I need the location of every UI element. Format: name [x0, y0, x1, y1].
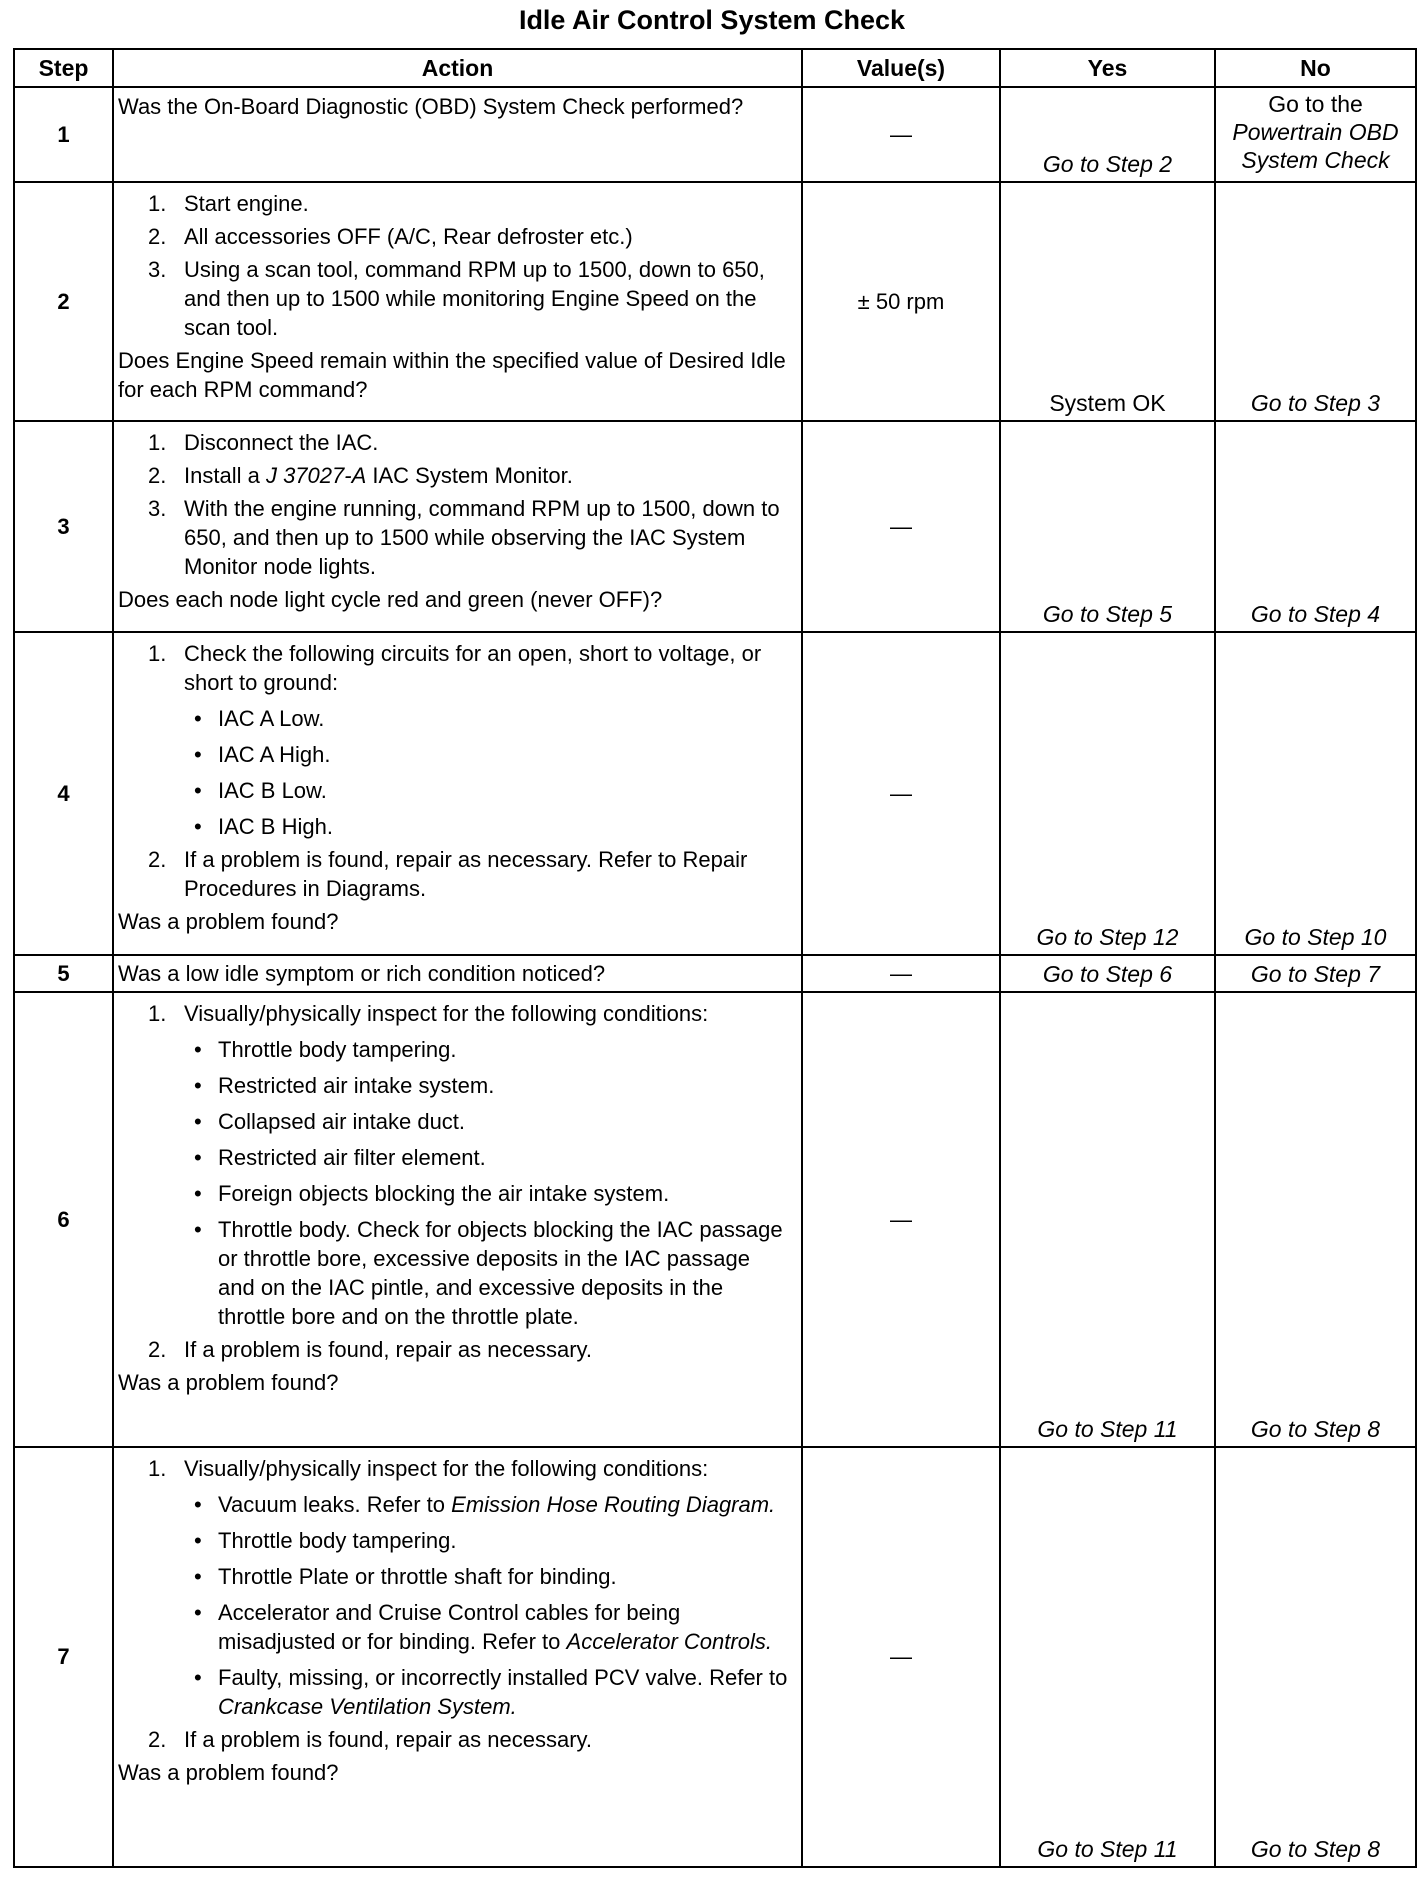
action-question: Was a low idle symptom or rich condition noticed? [118, 961, 606, 986]
table-row [14, 182, 1416, 421]
yes-cell: Go to Step 11 [1000, 992, 1215, 1447]
header-yes: Yes [1000, 49, 1215, 87]
step-number: 4 [14, 632, 113, 955]
value-cell: — [802, 632, 1000, 955]
action-cell [113, 421, 802, 632]
bullet-item: • Foreign objects blocking the air intake system. [194, 1181, 670, 1206]
bullet-item: • IAC A Low. [194, 706, 325, 731]
action-item: 2. All accessories OFF (A/C, Rear defroster etc.) [148, 224, 633, 249]
action-item: 2. If a problem is found, repair as necessary. [148, 1727, 593, 1752]
value-cell: — [802, 421, 1000, 632]
bullet-item: • Throttle body. Check for objects blocking the IAC passage or throttle bore, excessive deposits in the IAC passage and on the IAC pintle, and excessive deposits in the throttle bore and on the throttle plate. [194, 1217, 783, 1329]
table-row [14, 632, 1416, 955]
doc-reference: Crankcase Ventilation System. [218, 1694, 517, 1719]
tool-reference: J 37027-A [265, 463, 367, 488]
step-number: 5 [14, 955, 113, 992]
value-cell: — [802, 992, 1000, 1447]
table-row [14, 955, 1416, 992]
bullet-item: • IAC B Low. [194, 778, 327, 803]
table-row [14, 992, 1416, 1447]
action-cell [113, 955, 802, 992]
step-number: 6 [14, 992, 113, 1447]
action-item: 2. If a problem is found, repair as necessary. [148, 1337, 593, 1362]
table-row [14, 421, 1416, 632]
no-cell: Go to Step 8 [1215, 992, 1416, 1447]
no-text-line1: Go to the [1268, 91, 1363, 117]
action-question: Was a problem found? [118, 909, 339, 934]
action-cell [113, 632, 802, 955]
value-cell: — [802, 1447, 1000, 1867]
table-row [14, 1447, 1416, 1867]
no-cell [1215, 87, 1416, 182]
action-item: 1. Disconnect the IAC. [148, 430, 379, 455]
action-question: Does each node light cycle red and green (never OFF)? [118, 587, 663, 612]
no-cell: Go to Step 3 [1215, 182, 1416, 421]
value-cell: — [802, 955, 1000, 992]
action-item: 1. Check the following circuits for an open, short to voltage, or short to ground: [148, 641, 762, 695]
bullet-item: • Throttle body tampering. [194, 1037, 457, 1062]
header-action: Action [113, 49, 802, 87]
action-question: Was a problem found? [118, 1760, 339, 1785]
step-number: 7 [14, 1447, 113, 1867]
yes-cell: Go to Step 2 [1000, 87, 1215, 182]
yes-cell: System OK [1000, 182, 1215, 421]
step-number: 1 [14, 87, 113, 182]
bullet-item: • Restricted air intake system. [194, 1073, 495, 1098]
action-item: 1. Start engine. [148, 191, 309, 216]
action-item: 1. Visually/physically inspect for the following conditions: [148, 1456, 709, 1481]
bullet-item: • Faulty, missing, or incorrectly installed PCV valve. Refer to Crankcase Ventilation System. [194, 1665, 788, 1719]
action-question: Was the On-Board Diagnostic (OBD) System Check performed? [118, 94, 744, 119]
no-cell: Go to Step 4 [1215, 421, 1416, 632]
action-question: Was a problem found? [118, 1370, 339, 1395]
action-item: 3. With the engine running, command RPM up to 1500, down to 650, and then up to 1500 while observing the IAC System Monitor node lights. [148, 496, 780, 579]
no-cell: Go to Step 8 [1215, 1447, 1416, 1867]
yes-cell: Go to Step 6 [1000, 955, 1215, 992]
action-item: 2. If a problem is found, repair as necessary. Refer to Repair Procedures in Diagrams. [148, 847, 748, 901]
header-value: Value(s) [802, 49, 1000, 87]
action-item: 1. Visually/physically inspect for the following conditions: [148, 1001, 709, 1026]
doc-reference: Accelerator Controls. [566, 1629, 772, 1654]
yes-cell: Go to Step 11 [1000, 1447, 1215, 1867]
header-row [14, 49, 1416, 87]
no-cell: Go to Step 7 [1215, 955, 1416, 992]
bullet-item: • IAC A High. [194, 742, 331, 767]
step-number: 3 [14, 421, 113, 632]
action-cell [113, 1447, 802, 1867]
doc-reference: Emission Hose Routing Diagram. [451, 1492, 776, 1517]
bullet-item: • Throttle Plate or throttle shaft for binding. [194, 1564, 617, 1589]
bullet-item: • Vacuum leaks. Refer to Emission Hose Routing Diagram. [194, 1492, 776, 1517]
bullet-item: • Throttle body tampering. [194, 1528, 457, 1553]
bullet-item: • Accelerator and Cruise Control cables for being misadjusted or for binding. Refer to Accelerator Controls. [194, 1600, 772, 1654]
value-cell: — [802, 87, 1000, 182]
action-item: 2. Install a J 37027-A IAC System Monitor. [148, 463, 573, 488]
header-step: Step [14, 49, 113, 87]
value-cell: ± 50 rpm [802, 182, 1000, 421]
table-row [14, 87, 1416, 182]
action-cell [113, 182, 802, 421]
header-no: No [1215, 49, 1416, 87]
page-title: Idle Air Control System Check [518, 5, 906, 35]
action-question: Does Engine Speed remain within the specified value of Desired Idle for each RPM command? [118, 348, 786, 402]
diagnostic-table [13, 48, 1417, 1868]
action-item: 3. Using a scan tool, command RPM up to 1500, down to 650, and then up to 1500 while monitoring Engine Speed on the scan tool. [148, 257, 765, 340]
bullet-item: • Restricted air filter element. [194, 1145, 486, 1170]
bullet-item: • Collapsed air intake duct. [194, 1109, 466, 1134]
bullet-item: • IAC B High. [194, 814, 333, 839]
action-cell [113, 87, 802, 182]
no-cell: Go to Step 10 [1215, 632, 1416, 955]
action-cell [113, 992, 802, 1447]
no-text-line2: Powertrain OBD System Check [1232, 119, 1399, 173]
yes-cell: Go to Step 12 [1000, 632, 1215, 955]
yes-cell: Go to Step 5 [1000, 421, 1215, 632]
step-number: 2 [14, 182, 113, 421]
